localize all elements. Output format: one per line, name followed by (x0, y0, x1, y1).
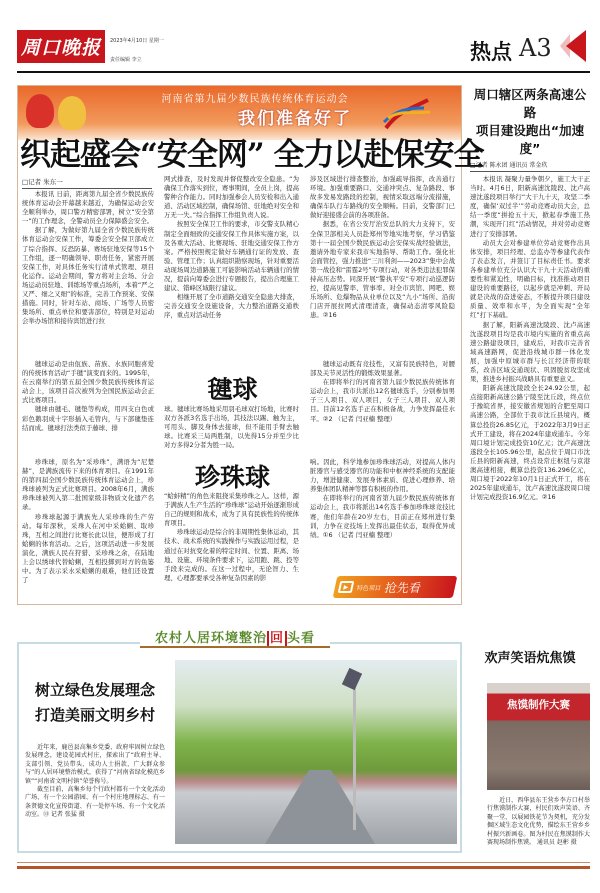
paragraph: 按照安全保卫工作的要求，市交警支队精心制定全面细致的交通安保工作具体实施方案，以及各重大活动、比赛现场、驻地交通安保工作方案。严格按照规定做好车辆通行证的发放、查验、管理工作；认真组织勘察现场，针对重要活动现场周边道路施工可能影响活动车辆通行的情况，提前向筹委会进行专题报告，提出合理施工建议、错峰区域限行建议。 (164, 220, 299, 293)
paragraph: 截至目前，高集乡每个行政村都有一个文化活动广场、有一个公园游园、有一个村庄地理标志、有一条贤德文化宣传街道、有一处停车场、有一个文化活动室。⑬ 记者 张猛 摄 (25, 786, 165, 819)
jianqiu-column-3 (310, 360, 455, 445)
paragraph: 据悉，在省公安厅治安总队的大力支持下，安全保卫部相关人员赴郑州等地实地考察，学习借鉴第十一届全国少数民族运动会安保实战经验做法，邀请外地专家来我市实地指导、帮助工作。强化社会面管控，强力推进“三川利剑——2023”集中会战第一战役和“雷霆2号”专项行动，对各类违法犯罪保持高压态势。同深开展“警执平安”专项行动巡逻防控，提高见警率、管事率。对全市宾馆、网吧、娱乐场所、危爆物品从业单位以及“九小”场所、沿街门店开展拉网式清理清查，确保动态清零风险隐患。②16 (310, 220, 455, 320)
paragraph: 动员大会对参建单位劳动竞赛作出具体安排，项目经理、总监办等参建代表作了表态发言，并签订了目标责任书。要求各参建单位充分认识大干九十天活动的重要性和紧迫性，明确目标，找准推动项目建设的重要路径，以起步就是冲刺、开局就是决战的奋进姿态，不断提升项目建设质量、效率和水平，为全面实现“全年红”打下基础。 (470, 238, 590, 320)
paragraph: 珍珠球，原名为“采珍珠”，满语为“尼楚赫”，是满族流传下来的体育项目。在1991年的第四届全国少数民族传统体育运动会上，珍珠球被列为正式比赛项目。2008年6月，满族珍珠球被列入第二批国家级非物质文化遗产名录。 (22, 458, 154, 512)
right-story-body (470, 175, 590, 612)
zhenzhuqiu-column-2 (164, 492, 299, 598)
right-byline: □记者 陈永团 通讯员 常金玖 (470, 160, 590, 172)
lamp-post (353, 680, 356, 830)
paragraph: 本报讯 日前，距离第九届全省少数民族传统体育运动会开幕越来越近，为确保运动会安全顺利举办，周口警方精密部署，树立“安全第一”的工作理念，全警动员全力保障盛会安全。 (22, 190, 154, 226)
village-road-photo (175, 660, 457, 844)
paragraph: 球。毽球比赛场地采用羽毛球双打场地，比赛时双方各派3名选手出场，其技法以踢、触为主，可用头、脚及身体去接球，但不能用手臂去触球。比赛采三局两胜制，以先得15分并至少比对方多得2分者为胜一局。 (164, 405, 299, 450)
main-story-column-2 (164, 175, 299, 346)
jianqiu-column-2 (164, 405, 299, 450)
games-emblem-icon (378, 92, 438, 132)
headline-line: 打造美丽文明乡村 (34, 706, 155, 724)
title-part: 头看 (287, 631, 316, 646)
main-story-column-3 (310, 175, 455, 346)
headline-line: 周口辖区两条高速公路 (473, 87, 587, 120)
jianqiu-title: 毽球 (207, 375, 258, 404)
headline-line: 树立绿色发展理念 (34, 681, 155, 699)
headline-line: 项目建设跑出“加速度” (475, 123, 585, 156)
rural-headline (25, 678, 165, 728)
paragraph: 毽球由毽毛、毽垫等构成，用四支白色或彩色鹅羽成十字形插入毛管内，与下部毽垫连结而成。毽球打法类似于藤球、排 (22, 405, 154, 432)
mascot-yellow-icon (58, 96, 86, 130)
main-headline: 织起盛会“安全网” 全力以赴保安全 (20, 137, 484, 173)
road-shape (265, 770, 375, 844)
masthead-rule (17, 71, 590, 73)
paragraph: 相继开展了全市道路交通安全隐患大排查，完善交通安全设施设备，大力整治道路交通秩序，重点对活动任务 (164, 293, 299, 320)
main-byline: □记者 朱东一 (22, 177, 152, 189)
issue-date: 2023年4月10日 星期一 (110, 38, 164, 44)
paragraph: 近年来，鹿邑县高集乡党委、政府牢固树立绿色发展理念，建设花园式村庄，探索出了“政府主导、支部引领、党员带头、成功人士捐款、广大群众参与”的人居环境整治模式，获得了“河南省绿化模范乡镇”“河南省文明村镇”荣誉称号。 (25, 744, 165, 785)
paragraph: 珍珠球运动是综合的非周期性集体运动，其技术、战术系统的实践操作与实践运用过程，是通过在对抗变化着的特定时间、位置、距离、场地、设施、环境条件要求下，运用跑、跳、投等手段来完成的。在这一过程中，无论智力、生理、心理都要承受各种复杂因素的影 (164, 528, 299, 582)
contest-banner-text: 焦馍制作大赛 (507, 699, 570, 711)
paragraph: 在即将举行的河南省第九届少数民族传统体育运动会上，我市将派出14名选手参加珍珠球竞技比赛，他们年龄在20岁左右，目前正在郑州进行集训，力争在竞技场上发挥出最佳状态，取得优异成绩。①6 （记者 闫亚楠 整理） (310, 494, 455, 539)
title-part: 农村人居环境整治 (154, 631, 267, 646)
title-part: 回 (267, 631, 287, 646)
paragraph: 本报讯 凝聚力量争朝夕，施工大干正当时。4月6日，阳新高速沈陵段、沈卢高速沈遂段项目举行“大干九十天，攻坚二季度，确保‘双过半’”劳动竞赛动员大会，总结一季度“拼抢五十天，掀起春季施工热潮，实现开门红”活动情况，并对劳动竞赛进行了安排部署。 (470, 175, 590, 238)
rural-column-title (140, 627, 330, 648)
right-headline (470, 86, 590, 158)
paragraph: 涉及区域进行排查整治，加强疏导指挥，改善通行环境。加强重要路口、交通冲突点、复杂路段、事故多发易发路段的控制，视情采取远端分流措施，确保车队行车路线的安全顺畅。目前，交警部门已做好迎接盛会前的各项准备。 (310, 175, 455, 220)
paragraph: 据了解，阳新高速沈陵段、沈卢高速沈遂段项目均是我市境内实施的省重点高速公路建设项目，建成后，对我市完善省域高速路网，促进沿线城市群一体化发展，加强中原城市群与长江经济带的联系，改善区域交通现状、巩固脱贫攻坚成果，推进乡村振兴战略具有重要意义。 (470, 320, 590, 384)
paragraph: 响。因此，科学地参加珍珠球活动，对提高人体内脏器官与感受器官的功能和中枢神经系统的支配能力，增进健康、发展身体素质、促进心理修养、培养集体团队精神等都有积极的作用。 (310, 458, 455, 494)
jiaomo-caption (487, 797, 590, 861)
zhenzhuqiu-column-3 (310, 458, 455, 573)
video-play-icon: ▶ (338, 581, 355, 593)
paragraph: 毽球运动既有竞技性，又富有民族特色，对腰部及关节灵活性的锻炼效果显著。 (310, 360, 455, 378)
editor-credit: 责任编辑 李立 (110, 57, 142, 63)
paragraph: 阳新高速沈陵段全长24.92公里，起点接阳新高速公路宁陵至沈丘段，终点位于豫皖省界，接安徽省规划的合肥至周口高速公路，全部位于我市沈丘县境内，概算总投资26.85亿元，于2022年3月9日正式开工建设，将在2024年建成通车。今年周口境计划完成投资10亿元；沈卢高速沈遂段全长105.96公里，起点位于周口市沈丘县的阳新高速，终点设常庄枢纽与京港澳高速相接，概算总投资136.296亿元，周口境于2022年10月1日正式开工，将在2025年建成通车，沈卢高速沈遂段周口境计划完成投资16.9亿元。②16 (470, 384, 590, 502)
footer-rule (17, 862, 590, 863)
banner-title: 我们准备好了 (238, 109, 352, 129)
mascot-red-icon (26, 94, 54, 128)
paragraph: 在即将举行的河南省第九届少数民族传统体育运动会上，我市共派出12名毽球选手，分别参加男子三人项目、双人项目，女子三人项目、双人项目。目前12名选手正在积极备战，力争发挥最佳水平。②2 （记者 闫亚楠 整理） (310, 378, 455, 423)
main-story-column-1 (22, 190, 154, 345)
promo-label: 特色项目 (356, 584, 382, 592)
newspaper-logo: 周口晚报 (17, 30, 105, 63)
zhenzhuqiu-title: 珍珠球 (194, 463, 270, 492)
featured-events-promo[interactable] (333, 576, 458, 598)
paragraph: 毽球运动是由佤族、苗族、水族同胞喜爱的传统体育活动“手毽”演变而来的。1995年，在云南举行的第五届全国少数民族传统体育运动会上，该项目首次被列为全国民族运动会正式比赛项目。 (22, 360, 154, 405)
banner-subtitle: 河南省第九届少数民族传统体育运动会 (161, 94, 349, 105)
jianqiu-column-1 (22, 360, 154, 440)
jiaomo-contest-photo (487, 683, 590, 790)
rural-body (25, 744, 165, 850)
paragraph: 据了解，为做好第九届全省少数民族传统体育运动会安保工作，筹委会安全保卫部成立了综合指挥、反恐防暴、赛场驻地安保等15个工作组，逐一明确领导、职责任务，紧密开展安保工作，对具体任务实行清单式管理、项目化运作。运动会期间，警方将对主会场、分会场运动员驻地、训练场等重点场所，本着“严之又严、细之又细”的标准，完善工作预案、安保措施。同时，针对车站、商场、广场等人员密集场所、重点单位和要害部位，特别是对运动会举办场馆和接待宾馆进行拉 (22, 226, 154, 326)
page-arrow-icon (566, 30, 586, 62)
paragraph: 网式排查，及时发现并督促整改安全隐患。“为确保工作落实到位，赛事期间，全员上岗，提高警种合作能力。同时加强参会人员安检和出入通道、活动区域控制，确保场馆、驻地绝对安全和万无一失。”综合指挥工作组负责人说。 (164, 175, 299, 220)
jiaomo-headline: 欢声笑语炕焦馍 (484, 651, 576, 666)
promo-title: 抢先看 (383, 580, 423, 595)
page-number: A3 (519, 34, 552, 62)
footer-rule-thick (17, 866, 590, 869)
paragraph: 珍珠球起源于满族先人采珍珠的生产劳动。每年深秋，采珠人在河中采蛤蜊、取珍珠，互相之间进行比赛长此以往，便形成了打蛤蜊的体育活动。之后，这项活动进一步发展演化，满族人民在狩猎、采珍珠之余，在陆地上会以绣球代替蛤蜊，互相投掷到对方的鱼篓中。为了表示采水采蛤蜊的艰难，他们还设置了 (22, 512, 154, 585)
solar-panel (342, 668, 362, 690)
paragraph: 近日，西华县东王营乡李方口村举行焦馍制作大赛，村民们欢声笑语、齐聚一堂，以展园铁花节为契机，充分发掘区域生态文化优势，描绘东王营乡乡村振兴新画卷。图为村民在焦馍制作大赛现场制作焦馍。 通讯员 赵彬 摄 (487, 797, 590, 847)
section-name: 热点 (470, 40, 512, 64)
zhenzhuqiu-column-1 (22, 458, 154, 598)
paragraph: “蛤蚌精”的角色来阻挠采集珍珠之人。这样，源于满族人生产生活的“珍珠球”运动开始逐渐形成自己的规则和战术，成为了具有民族性的传统体育项目。 (164, 492, 299, 528)
